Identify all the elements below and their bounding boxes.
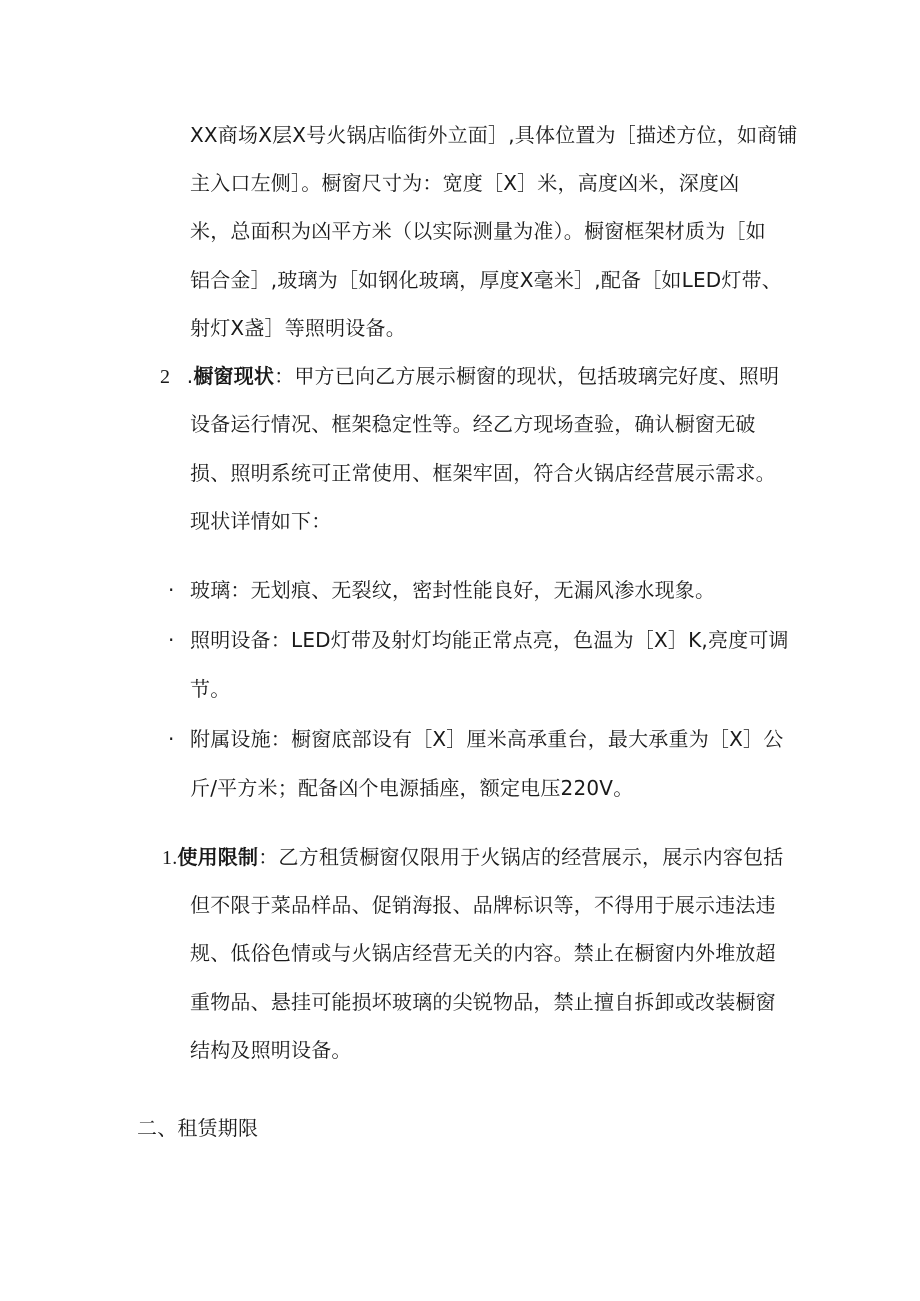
paragraph-line: 射灯X盏］等照明设备。 xyxy=(190,316,406,340)
bullet-item-facilities-cont: 斤/平方米；配备凶个电源插座，额定电压220V。 xyxy=(190,776,634,800)
paragraph-line: 规、低俗色情或与火锅店经营无关的内容。禁止在橱窗内外堆放超 xyxy=(190,941,776,965)
paragraph-line: 但不限于菜品样品、促销海报、品牌标识等，不得用于展示违法违 xyxy=(190,893,776,917)
bullet-marker: · xyxy=(168,628,175,652)
bullet-marker: · xyxy=(168,578,175,602)
paragraph-line: 重物品、悬挂可能损坏玻璃的尖锐物品，禁止擅自拆卸或改装橱窗 xyxy=(190,990,776,1014)
item-title: 使用限制 xyxy=(177,845,259,869)
bullet-item-glass: 玻璃：无划痕、无裂纹，密封性能良好，无漏风渗水现象。 xyxy=(190,578,716,602)
paragraph-line: 铝合金］,玻璃为［如钢化玻璃，厚度X毫米］,配备［如LED灯带、 xyxy=(190,268,782,292)
paragraph-line: 设备运行情况、框架稳定性等。经乙方现场查验，确认橱窗无破 xyxy=(190,412,756,436)
item-title: 橱窗现状 xyxy=(193,364,275,388)
item-number-dot: . xyxy=(186,364,194,388)
list-item-window-status xyxy=(160,362,779,391)
item-text: ：甲方已向乙方展示橱窗的现状，包括玻璃完好度、照明 xyxy=(274,364,780,388)
bullet-item-lighting-cont: 节。 xyxy=(190,677,231,701)
item-number: 2 xyxy=(160,366,171,388)
paragraph-line: XX商场X层X号火锅店临街外立面］,具体位置为［描述方位，如商铺 xyxy=(190,123,798,147)
bullet-marker: · xyxy=(168,727,175,751)
section-heading: 二、租赁期限 xyxy=(137,1116,259,1140)
list-item-usage-restriction xyxy=(162,843,783,872)
item-number: 1. xyxy=(162,847,178,869)
paragraph-line: 主入口左侧］。橱窗尺寸为：宽度［X］米，高度凶米，深度凶 xyxy=(190,171,740,195)
bullet-item-lighting: 照明设备：LED灯带及射灯均能正常点亮，色温为［X］K,亮度可调 xyxy=(190,628,789,652)
bullet-item-facilities: 附属设施：橱窗底部设有［X］厘米高承重台，最大承重为［X］公 xyxy=(190,727,784,751)
paragraph-line: 结构及照明设备。 xyxy=(190,1038,352,1062)
paragraph-line: 现状详情如下： xyxy=(190,509,332,533)
item-text: ：乙方租赁橱窗仅限用于火锅店的经营展示，展示内容包括 xyxy=(258,845,784,869)
paragraph-line: 米，总面积为凶平方米（以实际测量为准）。橱窗框架材质为［如 xyxy=(190,219,766,243)
paragraph-line: 损、照明系统可正常使用、框架牢固，符合火锅店经营展示需求。 xyxy=(190,461,776,485)
